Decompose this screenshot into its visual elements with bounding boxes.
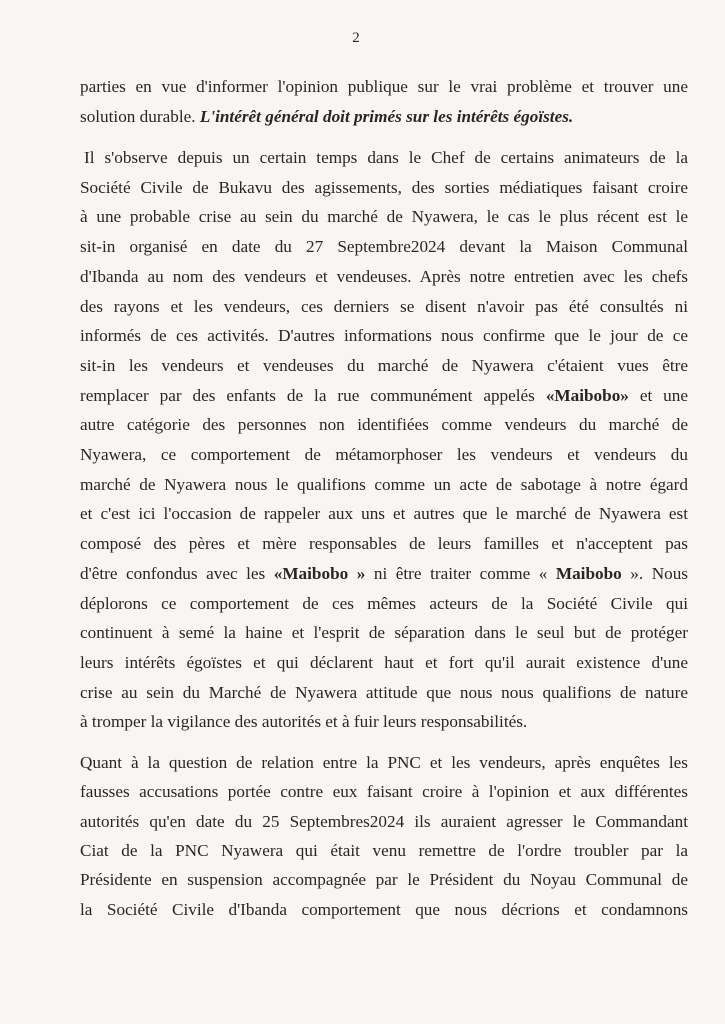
text-run: déplorons ce comportement de ces mêmes acteurs de la Société Civile qui (80, 593, 688, 613)
text-run: d'Ibanda au nom des vendeurs et vendeuses. Après notre entretien avec les chefs (80, 266, 688, 286)
text-line (80, 296, 688, 318)
text-run: remplacer par des enfants de la rue communément appelés (80, 385, 546, 405)
text-run: Ciat de la PNC Nyawera qui était venu remettre de l'ordre troubler par la (80, 840, 688, 860)
text-run: solution durable. (80, 106, 200, 126)
text-line (80, 414, 688, 436)
text-run: parties en vue d'informer l'opinion publique sur le vrai problème et trouver une (80, 77, 688, 96)
text-line (80, 563, 688, 585)
text-run: à tromper la vigilance des autorités et à fuir leurs responsabilités. (80, 712, 528, 732)
text-run: Présidente en suspension accompagnée par le Président du Noyau Communal de (80, 870, 688, 890)
text-line (80, 76, 688, 98)
text-line (80, 840, 688, 862)
text-run: sit-in organisé en date du 27 Septembre2024 devant la Maison Communal (80, 237, 688, 257)
text-line (80, 869, 688, 891)
text-run: des rayons et les vendeurs, ces derniers se disent n'avoir pas été consultés ni (80, 296, 688, 316)
text-run: marché de Nyawera nous le qualifions comme un acte de sabotage à notre égard (80, 474, 688, 494)
text-run: leurs intérêts égoïstes et qui déclarent haut et fort qu'il aurait existence d'une (80, 652, 688, 672)
text-run: à une probable crise au sein du marché de Nyawera, le cas le plus récent est le (80, 207, 688, 227)
text-run: autre catégorie des personnes non identifiées comme vendeurs du marché de (80, 415, 688, 435)
text-line (80, 899, 688, 921)
text-line (80, 711, 688, 733)
text-run: Quant à la question de relation entre la PNC et les vendeurs, après enquêtes les (80, 753, 688, 772)
text-line (80, 811, 688, 833)
emphasized-text: «Maibobo» (545, 385, 629, 405)
text-line (80, 236, 688, 258)
text-run: Société Civile de Bukavu des agissements, des sorties médiatiques faisant croire (80, 177, 688, 197)
page-number: 2 (352, 30, 360, 46)
text-line (80, 474, 688, 496)
text-run: la Société Civile d'Ibanda comportement que nous décrions et condamnons (80, 899, 688, 919)
text-line (80, 781, 688, 803)
emphasized-text: L'intérêt général doit primés sur les intérêts égoïstes. (199, 106, 574, 126)
text-line (80, 682, 688, 704)
text-run: composé des pères et mère responsables de leurs familles et n'acceptent pas (80, 534, 688, 554)
text-line (80, 355, 688, 377)
text-line (80, 325, 688, 347)
text-run: d'être confondus avec les (80, 563, 274, 583)
text-line (80, 622, 688, 644)
text-line (80, 593, 688, 615)
text-run: Il s'observe depuis un certain temps dans le Chef de certains animateurs de la (84, 148, 688, 167)
text-run: ni être traiter comme « (365, 563, 556, 583)
text-run: Nyawera, ce comportement de métamorphoser les vendeurs et vendeurs du (80, 445, 688, 464)
text-line (80, 503, 688, 525)
emphasized-text: Maibobo (555, 563, 622, 583)
text-run: informés de ces activités. D'autres informations nous confirme que le jour de ce (80, 326, 688, 346)
text-line (80, 444, 688, 466)
text-line (80, 106, 688, 128)
text-line (80, 206, 688, 228)
text-run: ». Nous (621, 563, 688, 583)
text-line (80, 652, 688, 674)
text-run: sit-in les vendeurs et vendeuses du marché de Nyawera c'étaient vues être (80, 355, 688, 375)
text-run: et une (628, 385, 688, 405)
text-line (80, 147, 688, 169)
text-run: autorités qu'en date du 25 Septembres2024 ils auraient agresser le Commandant (80, 811, 688, 831)
text-line (80, 385, 688, 407)
text-run: fausses accusations portée contre eux faisant croire à l'opinion et aux différentes (80, 782, 688, 802)
text-run: et c'est ici l'occasion de rappeler aux uns et autres que le marché de Nyawera est (80, 504, 688, 524)
text-line (80, 177, 688, 199)
text-line (80, 752, 688, 774)
text-line (80, 533, 688, 555)
emphasized-text: «Maibobo » (273, 563, 366, 583)
text-run: crise au sein du Marché de Nyawera attitude que nous nous qualifions de nature (80, 682, 688, 702)
text-line (80, 266, 688, 288)
text-run: continuent à semé la haine et l'esprit de séparation dans le seul but de protéger (80, 623, 688, 643)
